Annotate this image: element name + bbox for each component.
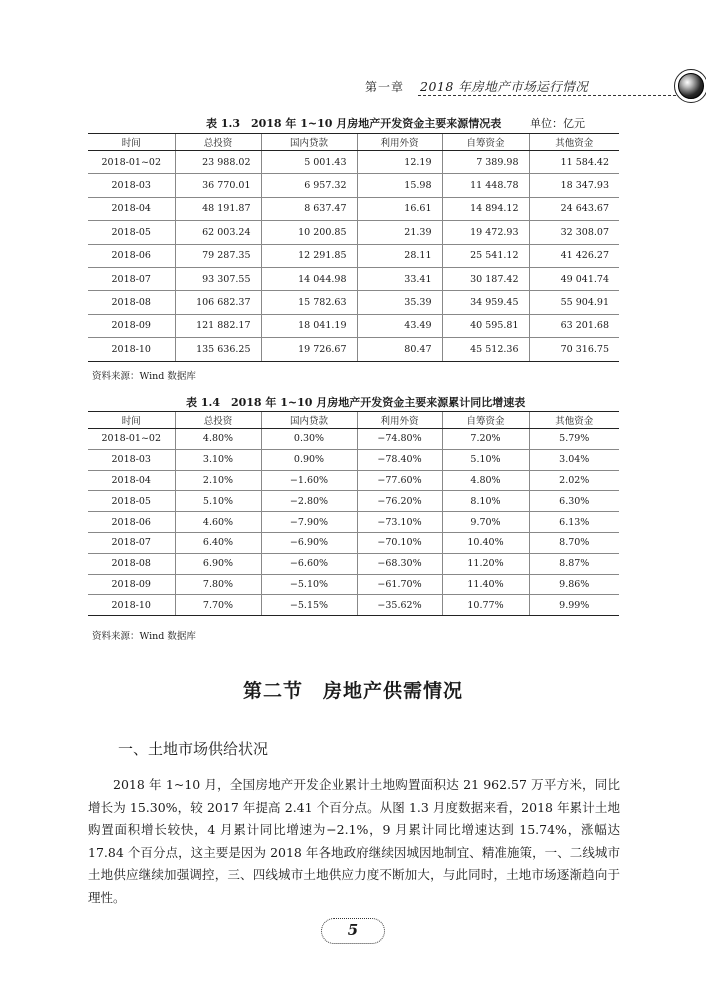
table-cell: 62 003.24 [175,221,261,244]
column-header: 自筹资金 [442,412,529,429]
table-cell: 6.13% [529,512,619,533]
row-date-cell: 2018-08 [88,553,175,574]
table-cell: 16.61 [357,197,442,220]
table-1-4-body [88,429,619,616]
table-cell: 4.80% [175,429,261,450]
table-cell: 3.10% [175,449,261,470]
table-cell: 15.98 [357,174,442,197]
table-row [88,314,619,337]
table-cell: 12 291.85 [261,244,357,267]
table-row [88,449,619,470]
table-cell: 8.70% [529,532,619,553]
table-row [88,470,619,491]
table-row [88,174,619,197]
table-row [88,512,619,533]
row-date-cell: 2018-07 [88,532,175,553]
table-cell: 10.40% [442,532,529,553]
table-cell: 8 637.47 [261,197,357,220]
column-header: 其他资金 [529,412,619,429]
table-cell: 30 187.42 [442,267,529,290]
column-header: 总投资 [175,412,261,429]
table-cell: 40 595.81 [442,314,529,337]
table-row [88,291,619,314]
row-date-cell: 2018-05 [88,221,175,244]
table-cell: 5.79% [529,429,619,450]
table-row [88,151,619,174]
row-date-cell: 2018-09 [88,314,175,337]
table-cell: 4.80% [442,470,529,491]
table-cell: −74.80% [357,429,442,450]
column-header: 国内贷款 [261,412,357,429]
table-row [88,244,619,267]
table-cell: 93 307.55 [175,267,261,290]
table-1-4 [88,411,619,616]
table-cell: 11 448.78 [442,174,529,197]
table-row [88,267,619,290]
column-header: 利用外资 [357,134,442,151]
row-date-cell: 2018-07 [88,267,175,290]
column-header: 自筹资金 [442,134,529,151]
column-header: 利用外资 [357,412,442,429]
table-cell: 80.47 [357,338,442,361]
table-cell: −5.15% [261,595,357,616]
running-title: 2018 年房地产市场运行情况 [420,79,589,94]
table-cell: −78.40% [357,449,442,470]
row-date-cell: 2018-04 [88,197,175,220]
table-cell: 11.20% [442,553,529,574]
table-row [88,429,619,450]
table-cell: 3.04% [529,449,619,470]
table-cell: −2.80% [261,491,357,512]
row-date-cell: 2018-10 [88,595,175,616]
row-date-cell: 2018-01~02 [88,429,175,450]
section-title: 第二节 房地产供需情况 [242,680,463,702]
table-cell: 7 389.98 [442,151,529,174]
table-cell: −5.10% [261,574,357,595]
row-date-cell: 2018-04 [88,470,175,491]
table-cell: 18 041.19 [261,314,357,337]
table-cell: −70.10% [357,532,442,553]
table-cell: 0.30% [261,429,357,450]
table-cell: 8.87% [529,553,619,574]
table-cell: −35.62% [357,595,442,616]
table-cell: 15 782.63 [261,291,357,314]
chapter-label: 第一章 [365,80,405,94]
table-cell: 121 882.17 [175,314,261,337]
table-cell: 21.39 [357,221,442,244]
table-cell: 79 287.35 [175,244,261,267]
table-cell: 28.11 [357,244,442,267]
table-row [88,197,619,220]
table-cell: −61.70% [357,574,442,595]
table-cell: 11.40% [442,574,529,595]
table-1-3-header-row [88,134,619,151]
row-date-cell: 2018-10 [88,338,175,361]
table-cell: 63 201.68 [529,314,619,337]
column-header: 国内贷款 [261,134,357,151]
header-ball-icon [678,73,704,99]
table-cell: 41 426.27 [529,244,619,267]
table-cell: 34 959.45 [442,291,529,314]
table-cell: −76.20% [357,491,442,512]
table-cell: 45 512.36 [442,338,529,361]
table-row [88,532,619,553]
table-cell: −73.10% [357,512,442,533]
table-cell: 5.10% [442,449,529,470]
table-1-3-unit: 单位：亿元 [530,117,585,130]
table-cell: 19 726.67 [261,338,357,361]
table-cell: 14 044.98 [261,267,357,290]
table-cell: 6.40% [175,532,261,553]
table-1-3-source: 资料来源：Wind 数据库 [92,371,196,382]
column-header: 时间 [88,134,175,151]
body-text [88,774,620,909]
column-header: 总投资 [175,134,261,151]
table-cell: 35.39 [357,291,442,314]
row-date-cell: 2018-08 [88,291,175,314]
table-cell: 24 643.67 [529,197,619,220]
table-cell: 14 894.12 [442,197,529,220]
table-cell: 70 316.75 [529,338,619,361]
table-cell: 2.02% [529,470,619,491]
table-cell: −7.90% [261,512,357,533]
table-cell: 12.19 [357,151,442,174]
table-cell: −68.30% [357,553,442,574]
table-cell: 55 904.91 [529,291,619,314]
table-row [88,595,619,616]
table-cell: 9.99% [529,595,619,616]
table-cell: 7.80% [175,574,261,595]
subheading: 一、土地市场供给状况 [118,740,269,758]
row-date-cell: 2018-03 [88,174,175,197]
table-1-3-body [88,151,619,362]
table-row [88,491,619,512]
table-cell: 7.70% [175,595,261,616]
table-cell: 36 770.01 [175,174,261,197]
row-date-cell: 2018-09 [88,574,175,595]
table-cell: 5.10% [175,491,261,512]
table-cell: 19 472.93 [442,221,529,244]
table-1-3 [88,133,619,362]
table-cell: 5 001.43 [261,151,357,174]
table-cell: 10 200.85 [261,221,357,244]
table-cell: −77.60% [357,470,442,491]
table-cell: 10.77% [442,595,529,616]
row-date-cell: 2018-06 [88,244,175,267]
body-paragraph: 2018 年 1~10 月，全国房地产开发企业累计土地购置面积达 21 962.57 万平方米，同比增长为 15.30%，较 2017 年提高 2.41 个百分点。从图 1.3 月度数据来看，2018 年累计土地购置面积增长较快，4 月累计同比增速为−2.1%，9 月累计同比增速达到 15.74%，涨幅达 17.84 个百分点，这主要是因为 2018 年各地政府继续因城因地制宜、精准施策，一、二线城市土地供应继续加强调控，三、四线城市土地供应力度不断加大，与此同时，土地市场逐渐趋向于理性。 [88,777,620,905]
table-row [88,574,619,595]
table-cell: 7.20% [442,429,529,450]
page-number-badge [321,918,385,944]
row-date-cell: 2018-03 [88,449,175,470]
table-row [88,338,619,361]
row-date-cell: 2018-05 [88,491,175,512]
table-1-4-header-row [88,412,619,429]
table-cell: 6 957.32 [261,174,357,197]
table-cell: 33.41 [357,267,442,290]
table-cell: 135 636.25 [175,338,261,361]
table-cell: 48 191.87 [175,197,261,220]
table-cell: −1.60% [261,470,357,491]
table-cell: 8.10% [442,491,529,512]
table-1-4-source: 资料来源：Wind 数据库 [92,631,196,642]
table-cell: 43.49 [357,314,442,337]
table-cell: 18 347.93 [529,174,619,197]
table-cell: 0.90% [261,449,357,470]
table-cell: 106 682.37 [175,291,261,314]
table-cell: 2.10% [175,470,261,491]
table-cell: 6.30% [529,491,619,512]
row-date-cell: 2018-01~02 [88,151,175,174]
table-cell: −6.90% [261,532,357,553]
table-1-3-caption: 表 1.3 2018 年 1~10 月房地产开发资金主要来源情况表 [206,117,502,130]
table-cell: 11 584.42 [529,151,619,174]
table-cell: 9.86% [529,574,619,595]
table-row [88,221,619,244]
column-header: 其他资金 [529,134,619,151]
page-number: 5 [347,921,359,939]
table-row [88,553,619,574]
table-cell: 25 541.12 [442,244,529,267]
table-1-4-caption: 表 1.4 2018 年 1~10 月房地产开发资金主要来源累计同比增速表 [186,396,526,409]
running-header [88,70,622,100]
row-date-cell: 2018-06 [88,512,175,533]
table-cell: 49 041.74 [529,267,619,290]
table-cell: 9.70% [442,512,529,533]
table-cell: 23 988.02 [175,151,261,174]
table-cell: −6.60% [261,553,357,574]
table-cell: 6.90% [175,553,261,574]
header-dashed-rule [418,95,676,96]
table-cell: 4.60% [175,512,261,533]
table-cell: 32 308.07 [529,221,619,244]
column-header: 时间 [88,412,175,429]
